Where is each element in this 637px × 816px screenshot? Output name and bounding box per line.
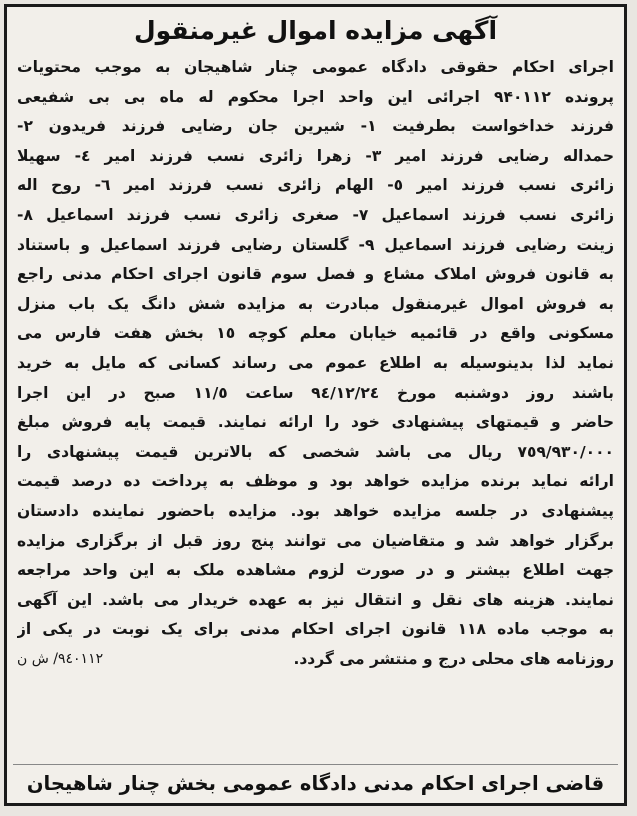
divider	[13, 764, 618, 765]
notice-line: حمداله رضایی فرزند امیر ۳- زهرا زائری نسب فرزند امیر ٤- سهیلا	[17, 146, 614, 165]
notice-line: زینت رضایی فرزند اسماعیل ۹- گلستان رضایی فرزند اسماعیل و باستناد	[17, 235, 614, 254]
notice-line: حاضر و قیمتهای پیشنهادی خود را ارائه نمایند. قیمت پایه فروش مبلغ	[17, 413, 614, 432]
notice-title: آگهی مزایده اموال غیرمنقول	[133, 16, 498, 45]
notice-line: به موجب ماده ۱۱۸ قانون اجرای احکام مدنی برای یک نوبت در یکی از	[17, 620, 614, 639]
notice-line: زائری نسب فرزند امیر ٥- الهام زائری نسب فرزند امیر ٦- روح اله	[17, 176, 614, 195]
notice-body	[17, 53, 614, 674]
signature-line: قاضی اجرای احکام مدنی دادگاه عمومی بخش چنار شاهیجان	[26, 772, 605, 795]
notice-line: باشند روز دوشنبه مورخ ۹٤/۱۲/۲٤ ساعت ۱۱/٥ صبح در این اجرا	[17, 383, 614, 402]
notice-line: ۷٥۹/۹۳۰/۰۰۰ ریال می باشد شخصی که بالاترین قیمت پیشنهادی را	[17, 442, 614, 461]
notice-line: پیشنهادی در جلسه مزایده خواهد بود. مزایده باحضور نماینده دادستان	[17, 501, 614, 520]
notice-line: به قانون فروش املاک مشاع و فصل سوم قانون اجرای احکام مدنی راجع	[17, 265, 614, 284]
auction-notice	[4, 4, 627, 806]
notice-line: جهت اطلاع بیشتر و در صورت لزوم مشاهده ملک به این واحد مراجعه	[17, 561, 614, 580]
notice-line: زائری نسب فرزند اسماعیل ۷- صغری زائری نسب فرزند اسماعیل ۸-	[17, 205, 614, 224]
notice-line: اجرای احکام حقوقی دادگاه عمومی چنار شاهیجان به موجب محتویات	[17, 58, 614, 76]
notice-line: نماید لذا بدینوسیله به اطلاع عموم می رساند کسانی که مایل به خرید	[17, 353, 614, 372]
notice-line: نمایند. هزینه های نقل و انتقال نیز به عهده خریدار می باشد. این آگهی	[17, 590, 614, 609]
notice-line: مسکونی واقع در قائمیه خیابان معلم کوچه ۱٥ بخش هفت فارس می	[17, 324, 614, 343]
notice-line: برگزار خواهد شد و متقاضیان می توانند پنج روز قبل از برگزاری مزایده	[17, 531, 614, 550]
notice-line-final	[17, 645, 614, 675]
notice-line: پرونده ۹۴۰۱۱۲ اجرائی این واحد اجرا محکوم له ماه بی بی شفیعی	[17, 87, 614, 106]
notice-line: ارائه نماید برنده مزایده خواهد بود و موظف به پرداخت ده درصد قیمت	[17, 472, 614, 491]
notice-line: به فروش اموال غیرمنقول مبادرت به مزایده شش دانگ یک باب منزل	[17, 294, 614, 313]
reference-code: ۹٤۰۱۱۲/ ش ن	[17, 650, 104, 667]
notice-closing-text: روزنامه های محلی درج و منتشر می گردد.	[293, 649, 614, 668]
notice-line: فرزند خداخواست بطرفیت ۱- شیرین جان رضایی فرزند فریدون ۲-	[17, 117, 614, 136]
